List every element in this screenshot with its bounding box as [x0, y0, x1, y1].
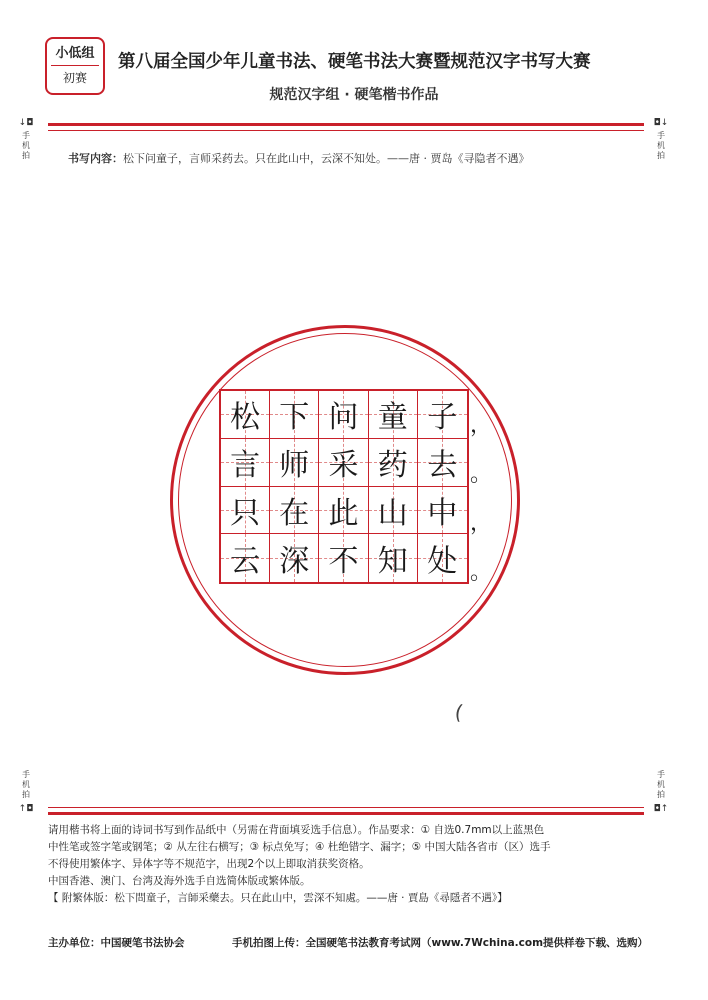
- writing-content-label: 书写内容：: [68, 152, 123, 165]
- grid-cell: [221, 439, 270, 487]
- page-subtitle: 规范汉字组 · 硬笔楷书作品: [269, 87, 439, 103]
- grid-character: 松: [230, 400, 261, 436]
- grid-character: 山: [377, 495, 408, 531]
- badge-group-label: 小低组: [51, 43, 99, 66]
- side-marker-top-right: ◘↓ 手 机 拍: [653, 118, 669, 160]
- grid-character: 子: [427, 400, 458, 436]
- grid-cell: [418, 487, 467, 535]
- grid-character: 师: [279, 448, 310, 484]
- grid-cell: [418, 391, 467, 439]
- grid-cell: [369, 487, 418, 535]
- badge-stage-label: 初赛: [62, 71, 87, 85]
- grid-character: 言: [230, 448, 261, 484]
- camera-icon: ◘↓: [653, 118, 669, 128]
- grid-character: 童: [377, 400, 408, 436]
- writing-content: [68, 150, 668, 166]
- grid-character: 深: [279, 544, 310, 580]
- grid-character: 药: [377, 448, 408, 484]
- grid-cell: [319, 439, 368, 487]
- bottom-rule-thick: [48, 812, 644, 815]
- grid-cell: [270, 391, 319, 439]
- row-punct: ，: [470, 413, 493, 438]
- grid-cell: [369, 439, 418, 487]
- grid-character: 此: [328, 495, 359, 531]
- grid-cell: [270, 487, 319, 535]
- page-title: 第八届全国少年儿童书法、硬笔书法大赛暨规范汉字书写大赛: [118, 52, 591, 72]
- camera-icon: ◘↑: [653, 804, 669, 814]
- top-rule-thin: [48, 130, 644, 131]
- row-punct: 。: [470, 462, 493, 487]
- grid-character: 采: [328, 448, 359, 484]
- row-punct: 。: [470, 560, 493, 585]
- grid-cell: [319, 391, 368, 439]
- grid-character: 只: [230, 495, 261, 531]
- side-marker-top-left: ↓◘ 手 机 拍: [18, 118, 34, 160]
- grid-cell: [418, 534, 467, 582]
- footer-organizer: 主办单位：中国硬笔书法协会: [48, 937, 185, 949]
- grid-cell: [369, 391, 418, 439]
- side-marker-bottom-left: 手 机 拍 ↑◘: [18, 770, 34, 814]
- writing-content-text: 松下问童子，言师采药去。只在此山中，云深不知处。——唐 · 贾岛《寻隐者不遇》: [123, 152, 530, 165]
- grid-character: 去: [427, 448, 458, 484]
- grid-cell: [270, 534, 319, 582]
- grid-character: 处: [427, 544, 458, 580]
- grid-cell: [319, 487, 368, 535]
- instructions: [48, 822, 678, 907]
- instruction-line: 中国香港、澳门、台湾及海外选手自选简体版或繁体版。: [48, 875, 311, 887]
- grid-character: 不: [328, 544, 359, 580]
- grid-cell: [221, 391, 270, 439]
- camera-icon: ↓◘: [18, 118, 34, 128]
- grid-character: 中: [427, 495, 458, 531]
- stray-pen-mark: (: [452, 699, 465, 725]
- footer-upload-link[interactable]: 手机拍图上传：全国硬笔书法教育考试网（www.7Wchina.com提供样卷下载、选购）: [232, 937, 649, 949]
- grid-character: 在: [279, 495, 310, 531]
- grid-cell: [319, 534, 368, 582]
- grid-cell: [418, 439, 467, 487]
- side-marker-bottom-right: 手 机 拍 ◘↑: [653, 770, 669, 814]
- camera-icon: ↑◘: [18, 804, 34, 814]
- grid-character: 问: [328, 400, 359, 436]
- grid-cell: [369, 534, 418, 582]
- grid-cell: [270, 439, 319, 487]
- top-rule-thick: [48, 123, 644, 126]
- instruction-line: 请用楷书将上面的诗词书写到作品纸中（另需在背面填妥选手信息）。作品要求：① 自选0.7mm以上蓝黑色: [48, 824, 545, 836]
- grid-cell: [221, 534, 270, 582]
- character-grid: [219, 389, 469, 584]
- instruction-line: 不得使用繁体字、异体字等不规范字，出现2个以上即取消获奖资格。: [48, 858, 370, 870]
- bottom-rule-thin: [48, 807, 644, 808]
- grid-character: 知: [377, 544, 408, 580]
- row-punct: ，: [470, 511, 493, 536]
- instruction-line: 【 附繁体版：松下問童子，言師采藥去。只在此山中，雲深不知處。——唐 · 賈島《尋隱者不遇》】: [48, 892, 508, 904]
- grid-character: 云: [230, 544, 261, 580]
- grid-cell: [221, 487, 270, 535]
- instruction-line: 中性笔或签字笔或钢笔；② 从左往右横写；③ 标点免写；④ 杜绝错字、漏字；⑤ 中国大陆各省市（区）选手: [48, 841, 551, 853]
- grid-character: 下: [279, 400, 310, 436]
